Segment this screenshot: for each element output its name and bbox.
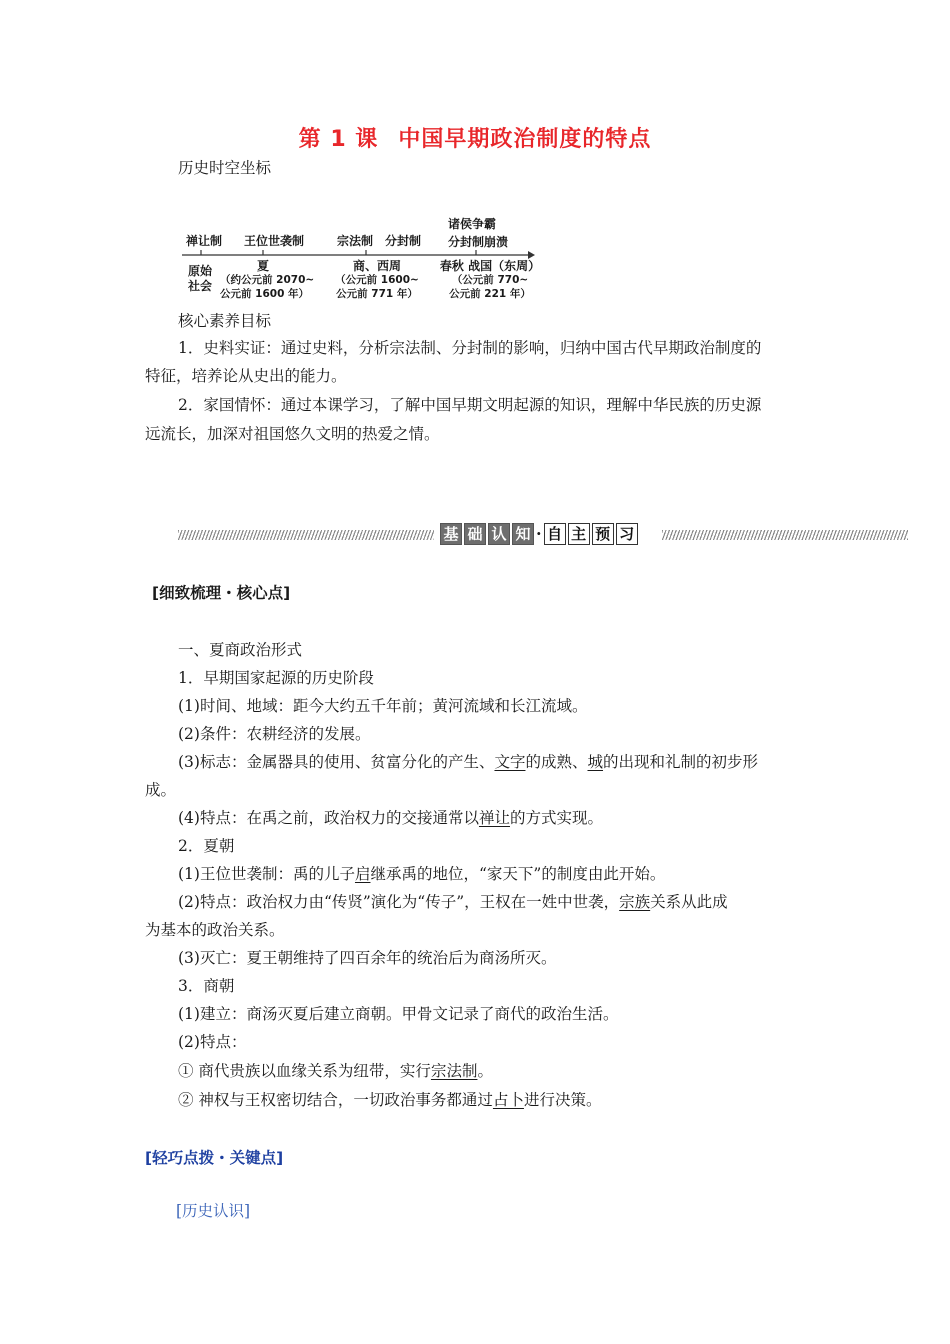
s1-item-1-3-cont: 成。 bbox=[145, 781, 177, 799]
underlined-answer: 宗法制 bbox=[430, 1062, 478, 1080]
underlined-answer: 宗族 bbox=[619, 893, 651, 911]
text: 关系从此成 bbox=[650, 893, 728, 911]
s1-item-3-2-2 bbox=[178, 1086, 601, 1114]
timeline-period-primitive-2: 社会 bbox=[188, 279, 213, 293]
timeline-period-shang bbox=[334, 259, 420, 301]
banner-char: 基 bbox=[440, 523, 462, 545]
text: 继承禹的地位，“家天下”的制度由此开始。 bbox=[370, 865, 666, 883]
s1-item-1: 1．早期国家起源的历史阶段 bbox=[178, 669, 374, 687]
banner-char: 自 bbox=[544, 523, 566, 545]
s1-item-1-3 bbox=[178, 748, 758, 776]
banner-char: 础 bbox=[464, 523, 486, 545]
period-xia-dates: （约公元前 2070~ bbox=[220, 274, 315, 286]
goals-heading: 核心素养目标 bbox=[178, 312, 272, 330]
goal-1-line-1: 1．史料实证：通过史料，分析宗法制、分封制的影响，归纳中国古代早期政治制度的 bbox=[178, 339, 762, 357]
timeline-period-primitive: 原始 bbox=[188, 264, 213, 278]
text: 的出现和礼制的初步形 bbox=[603, 753, 759, 771]
timeline-heading: 历史时空坐标 bbox=[178, 159, 272, 177]
section-head-key: [轻巧点拨・关键点] bbox=[145, 1149, 284, 1167]
s1-item-1-4 bbox=[178, 804, 603, 832]
period-dongzhou-dates2: 公元前 221 年） bbox=[449, 288, 531, 300]
goal-1-line-2: 特征，培养论从史出的能力。 bbox=[145, 367, 347, 385]
s1-item-3: 3．商朝 bbox=[178, 977, 235, 995]
timeline-label-wangwei: 王位世袭制 bbox=[244, 234, 305, 248]
text: 。 bbox=[477, 1062, 493, 1080]
banner-title bbox=[440, 523, 640, 545]
period-dongzhou-dates: （公元前 770~ bbox=[451, 274, 529, 286]
s1-item-3-2-1 bbox=[178, 1057, 493, 1085]
period-xia-name: 夏 bbox=[256, 259, 269, 273]
banner-hatch-right bbox=[662, 530, 908, 540]
s1-item-2-2 bbox=[178, 888, 728, 916]
timeline-period-dongzhou bbox=[438, 259, 542, 301]
text: (2)特点：政治权力由“传贤”演化为“传子”，王权在一姓中世袭， bbox=[178, 893, 620, 911]
timeline-label-shanrang: 禅让制 bbox=[186, 234, 223, 248]
section-sub-history: [历史认识] bbox=[176, 1202, 251, 1220]
text: 的方式实现。 bbox=[509, 809, 603, 827]
lesson-number: 第 1 课 bbox=[298, 127, 379, 152]
underlined-answer: 文字 bbox=[494, 753, 526, 771]
s1-item-3-2: (2)特点： bbox=[178, 1033, 247, 1051]
period-shang-name: 商、西周 bbox=[352, 259, 401, 273]
timeline-label-zongfa: 宗法制 bbox=[337, 234, 374, 248]
timeline-label-fenfeng: 分封制 bbox=[385, 234, 422, 248]
period-dongzhou-name: 春秋 战国（东周） bbox=[439, 259, 541, 273]
banner-char: 知 bbox=[512, 523, 534, 545]
banner-char: 主 bbox=[568, 523, 590, 545]
text: (1)王位世袭制：禹的儿子 bbox=[178, 865, 355, 883]
banner-hatch-left bbox=[178, 530, 434, 540]
banner-char: 习 bbox=[616, 523, 638, 545]
timeline-label-bengkui: 分封制崩溃 bbox=[448, 235, 509, 249]
lesson-name: 中国早期政治制度的特点 bbox=[398, 127, 652, 152]
s1-item-2-3: (3)灭亡：夏王朝维持了四百余年的统治后为商汤所灭。 bbox=[178, 949, 557, 967]
banner-dot: · bbox=[536, 524, 542, 543]
text: ① 商代贵族以血缘关系为纽带，实行 bbox=[178, 1062, 431, 1080]
s1-item-1-1: (1)时间、地域：距今大约五千年前；黄河流域和长江流域。 bbox=[178, 697, 588, 715]
period-xia-dates2: 公元前 1600 年） bbox=[220, 288, 310, 300]
text: ② 神权与王权密切结合，一切政治事务都通过 bbox=[178, 1091, 493, 1109]
timeline-period-xia bbox=[220, 259, 315, 301]
period-shang-dates: （公元前 1600~ bbox=[335, 274, 419, 286]
underlined-answer: 禅让 bbox=[478, 809, 510, 827]
section-head-detail: [细致梳理・核心点] bbox=[152, 584, 291, 602]
goal-2-line-1: 2．家国情怀：通过本课学习，了解中国早期文明起源的知识，理解中华民族的历史源 bbox=[178, 396, 762, 414]
underlined-answer: 启 bbox=[354, 865, 371, 883]
s1-item-2: 2．夏朝 bbox=[178, 837, 235, 855]
period-shang-dates2: 公元前 771 年） bbox=[336, 288, 418, 300]
text: 的成熟、 bbox=[525, 753, 588, 771]
s1-item-2-2-cont: 为基本的政治关系。 bbox=[145, 921, 285, 939]
s1-item-3-1: (1)建立：商汤灭夏后建立商朝。甲骨文记录了商代的政治生活。 bbox=[178, 1005, 619, 1023]
lesson-title bbox=[0, 122, 950, 153]
banner-char: 认 bbox=[488, 523, 510, 545]
text: 进行决策。 bbox=[523, 1091, 602, 1109]
s1-item-1-2: (2)条件：农耕经济的发展。 bbox=[178, 725, 371, 743]
goal-2-line-2: 远流长，加深对祖国悠久文明的热爱之情。 bbox=[145, 425, 440, 443]
s1-h1: 一、夏商政治形式 bbox=[178, 641, 303, 659]
timeline-label-zhengba: 诸侯争霸 bbox=[448, 217, 497, 231]
underlined-answer: 城 bbox=[587, 753, 604, 771]
underlined-answer: 占卜 bbox=[492, 1091, 524, 1109]
banner-char: 预 bbox=[592, 523, 614, 545]
text: (4)特点：在禹之前，政治权力的交接通常以 bbox=[178, 809, 479, 827]
s1-item-2-1 bbox=[178, 860, 665, 888]
text: (3)标志：金属器具的使用、贫富分化的产生、 bbox=[178, 753, 495, 771]
